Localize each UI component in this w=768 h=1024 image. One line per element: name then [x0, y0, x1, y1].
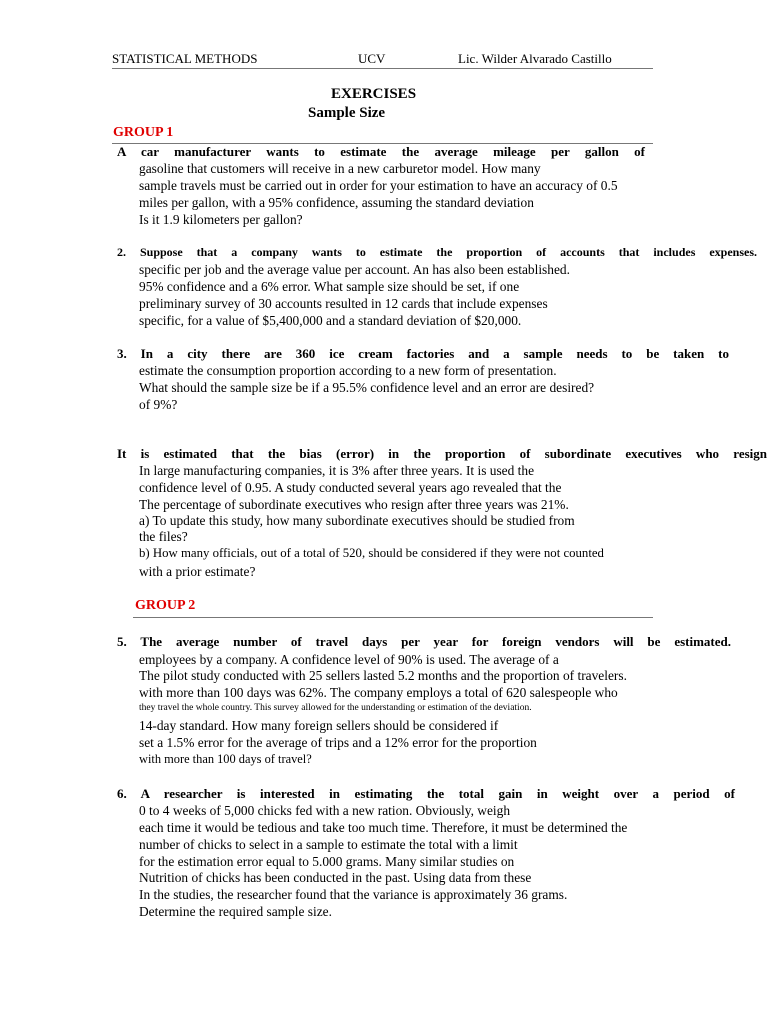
exercise-line: specific per job and the average value per account. An has also been established.: [139, 262, 570, 277]
page-subtitle: Sample Size: [308, 105, 386, 121]
exercise-line: In large manufacturing companies, it is 3% after three years. It is used the: [139, 463, 535, 478]
exercise-line: What should the sample size be if a 95.5% confidence level and an error are desired?: [139, 380, 595, 395]
exercise-line: the files?: [139, 529, 188, 544]
exercise-line: Determine the required sample size.: [139, 904, 332, 919]
exercise-lead: It is estimated that the bias (error) in the proportion of subordinate executives who resign: [117, 446, 767, 461]
exercise-line: preliminary survey of 30 accounts resulted in 12 cards that include expenses: [139, 296, 548, 311]
exercise-line: each time it would be tedious and take too much time. Therefore, it must be determined the: [139, 820, 628, 835]
exercise-line: sample travels must be carried out in order for your estimation to have an accuracy of 0.5: [139, 178, 618, 193]
exercise-line: 0 to 4 weeks of 5,000 chicks fed with a new ration. Obviously, weigh: [139, 803, 511, 818]
exercise-line: for the estimation error equal to 5.000 grams. Many similar studies on: [139, 854, 515, 869]
exercise-line: with a prior estimate?: [139, 564, 256, 579]
exercise-line: set a 1.5% error for the average of trips and a 12% error for the proportion: [139, 735, 537, 750]
exercise-line: with more than 100 days of travel?: [139, 752, 312, 766]
exercise-line: a) To update this study, how many subordinate executives should be studied from: [139, 513, 575, 528]
exercise-line: In the studies, the researcher found that the variance is approximately 36 grams.: [139, 887, 568, 902]
exercise-line: confidence level of 0.95. A study conducted several years ago revealed that the: [139, 480, 562, 495]
exercise-line: 95% confidence and a 6% error. What sample size should be set, if one: [139, 279, 520, 294]
exercise-line: The percentage of subordinate executives who resign after three years was 21%.: [139, 497, 569, 512]
exercise-line: specific, for a value of $5,400,000 and a standard deviation of $20,000.: [139, 313, 522, 328]
exercise-line: employees by a company. A confidence level of 90% is used. The average of a: [139, 652, 559, 667]
group-2-label: GROUP 2: [135, 598, 196, 613]
group-2-divider: [133, 617, 653, 618]
exercise-line: 14-day standard. How many foreign sellers should be considered if: [139, 718, 499, 733]
exercise-lead: 5. The average number of travel days per year for foreign vendors will be estimated.: [117, 634, 731, 649]
course-name: STATISTICAL METHODS: [112, 51, 258, 66]
exercise-line: with more than 100 days was 62%. The company employs a total of 620 salespeople who: [139, 685, 618, 700]
exercise-line: The pilot study conducted with 25 sellers lasted 5.2 months and the proportion of travelers.: [139, 668, 627, 683]
author-name: Lic. Wilder Alvarado Castillo: [458, 51, 612, 66]
exercise-line: gasoline that customers will receive in a new carburetor model. How many: [139, 161, 541, 176]
page-title: EXERCISES: [331, 86, 417, 102]
header-divider: [112, 68, 653, 69]
exercise-line: Nutrition of chicks has been conducted in the past. Using data from these: [139, 870, 532, 885]
exercise-lead: A car manufacturer wants to estimate the average mileage per gallon of: [117, 144, 645, 159]
university-name: UCV: [358, 51, 386, 66]
exercise-lead: 3. In a city there are 360 ice cream factories and a sample needs to be taken to: [117, 346, 729, 361]
exercise-line: b) How many officials, out of a total of 520, should be considered if they were not counted: [139, 546, 604, 560]
exercise-line: estimate the consumption proportion according to a new form of presentation.: [139, 363, 557, 378]
exercise-line: Is it 1.9 kilometers per gallon?: [139, 212, 303, 227]
exercise-lead: 2. Suppose that a company wants to estimate the proportion of accounts that includes expenses.: [117, 245, 757, 259]
exercise-line: number of chicks to select in a sample to estimate the total with a limit: [139, 837, 518, 852]
exercise-line: of 9%?: [139, 397, 178, 412]
group-1-label: GROUP 1: [113, 125, 174, 140]
exercise-line: they travel the whole country. This survey allowed for the understanding or estimation of the deviation.: [139, 703, 532, 713]
exercise-lead: 6. A researcher is interested in estimating the total gain in weight over a period of: [117, 786, 735, 801]
exercise-line: miles per gallon, with a 95% confidence, assuming the standard deviation: [139, 195, 534, 210]
